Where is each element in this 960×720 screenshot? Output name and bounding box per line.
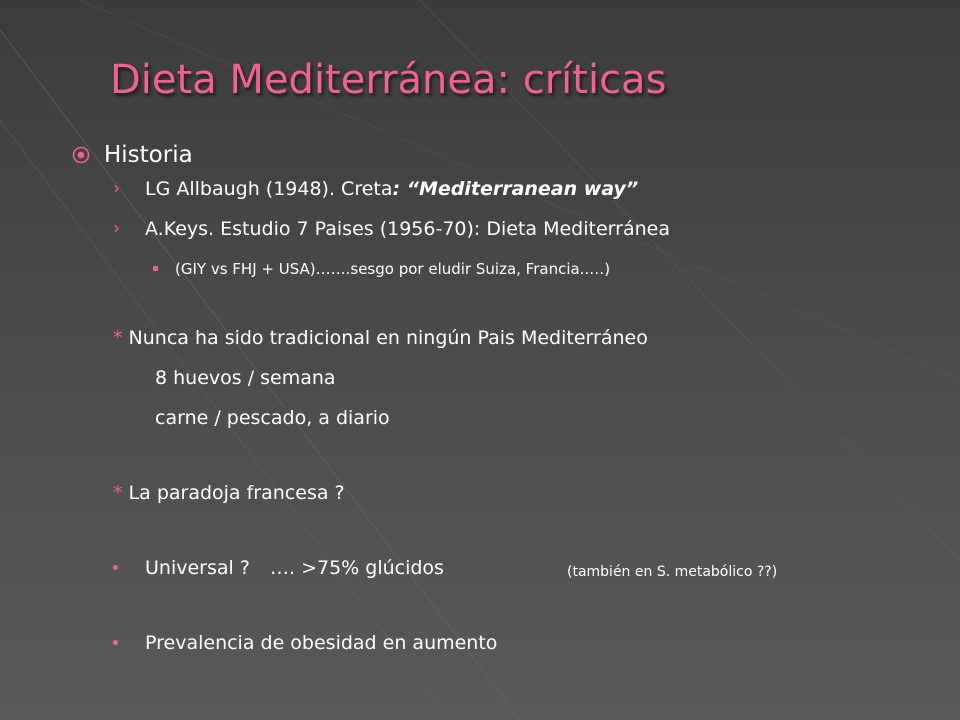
bullet-historia: [72, 139, 193, 171]
mediterranean-way-quote: “Mediterranean way”: [406, 178, 639, 200]
heading-historia-text: Historia: [104, 142, 193, 168]
metabolico-note: (también en S. metabólico ??): [567, 564, 778, 580]
chevron-right-icon: ›: [113, 218, 121, 239]
bullet-dot-icon: [113, 565, 118, 570]
chevron-right-icon: ›: [113, 178, 121, 199]
nunca-text: Nunca ha sido tradicional en ningún Pais Mediterráneo: [128, 327, 648, 349]
point-paradoja: [113, 480, 345, 506]
allbaugh-text: LG Allbaugh (1948). Creta: [145, 178, 393, 200]
keys-text: A.Keys. Estudio 7 Paises (1956-70): Dieta Mediterránea: [145, 218, 670, 240]
allbaugh-colon: :: [392, 178, 407, 200]
universal-text: Universal ?: [145, 557, 250, 579]
gly-text: (GIY vs FHJ + USA)…….sesgo por eludir Suiza, Francia..…): [175, 260, 611, 278]
glucidos-text: …. >75% glúcidos: [270, 557, 444, 579]
paradoja-text: La paradoja francesa ?: [128, 482, 345, 504]
prevalencia-text: Prevalencia de obesidad en aumento: [145, 632, 498, 654]
circled-dot-icon: [72, 146, 90, 164]
detail-huevos: 8 huevos / semana: [155, 367, 336, 389]
bullet-dot-icon: [113, 640, 118, 645]
slide-title: Dieta Mediterránea: críticas: [110, 57, 667, 103]
asterisk-icon: *: [113, 482, 123, 504]
asterisk-icon: *: [113, 327, 123, 349]
point-nunca: [113, 325, 648, 351]
small-square-icon: [153, 266, 158, 271]
detail-carne: carne / pescado, a diario: [155, 407, 390, 429]
